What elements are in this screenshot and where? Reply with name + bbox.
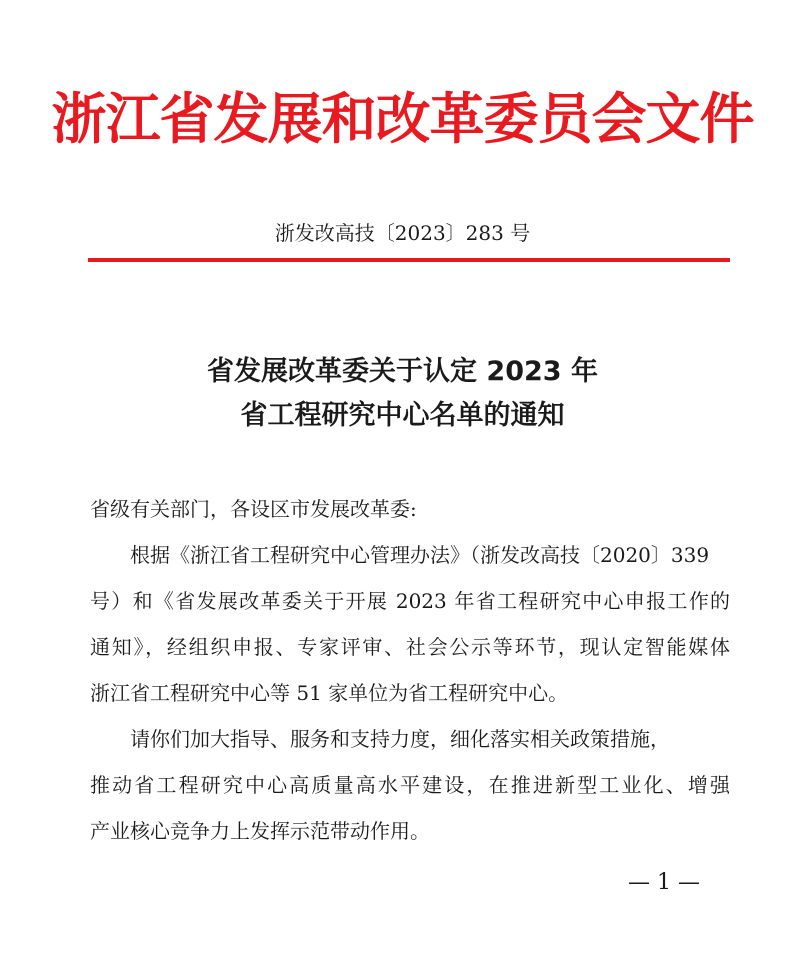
paragraph-1-line-1: 根据《浙江省工程研究中心管理办法》（浙发改高技〔2020〕339 <box>130 543 710 567</box>
document-title-line-2: 省工程研究中心名单的通知 <box>240 400 565 431</box>
document-number: 浙发改高技〔2023〕283 号 <box>274 221 531 245</box>
issuer-header: 浙江省发展和改革委员会文件 <box>51 87 754 151</box>
red-separator-line <box>88 258 730 262</box>
page-number: — 1 — <box>628 870 700 895</box>
paragraph-1-line-3: 通知》，经组织申报、专家评审、社会公示等环节，现认定智能媒体 <box>90 635 730 659</box>
paragraph-1-line-4: 浙江省工程研究中心等 51 家单位为省工程研究中心。 <box>90 681 569 705</box>
paragraph-2-line-3: 产业核心竞争力上发挥示范带动作用。 <box>90 819 430 843</box>
salutation: 省级有关部门，各设区市发展改革委: <box>90 497 417 521</box>
document-title-line-1: 省发展改革委关于认定 2023 年 <box>207 356 598 387</box>
paragraph-2-line-1: 请你们加大指导、服务和支持力度，细化落实相关政策措施， <box>130 727 670 751</box>
paragraph-2-line-2: 推动省工程研究中心高质量高水平建设，在推进新型工业化、增强 <box>90 773 730 797</box>
paragraph-1-line-2: 号）和《省发展改革委关于开展 2023 年省工程研究中心申报工作的 <box>90 589 730 613</box>
